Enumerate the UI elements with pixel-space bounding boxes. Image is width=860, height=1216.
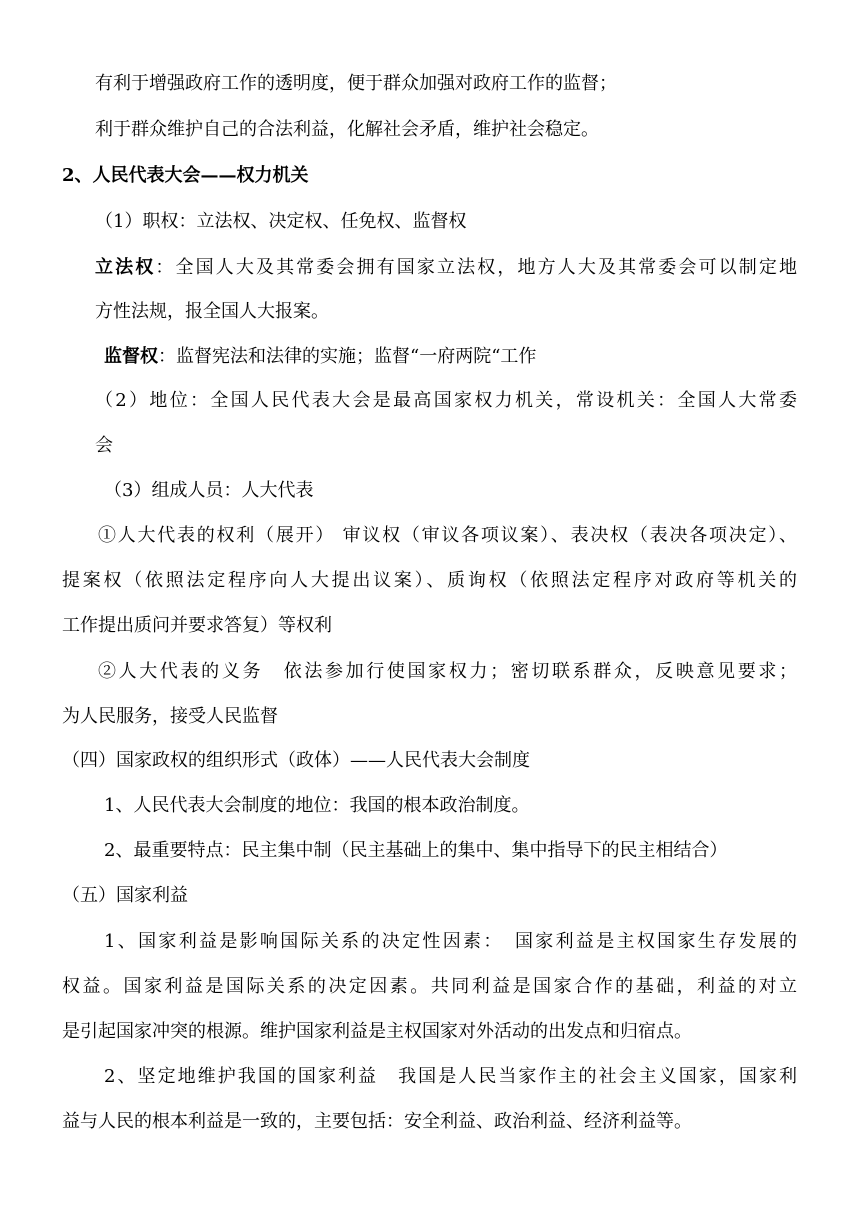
- text-line: 益与人民的根本利益是一致的，主要包括：安全利益、政治利益、经济利益等。: [62, 1111, 692, 1132]
- text-line: ①人大代表的权利（展开） 审议权（审议各项议案）、表决权（表决各项决定）、: [98, 525, 797, 546]
- text-line: [104, 344, 536, 370]
- text-line: 提案权（依照法定程序向人大提出议案）、质询权（依照法定程序对政府等机关的: [62, 570, 797, 591]
- text-line: [95, 255, 797, 281]
- section-heading: 2、人民代表大会——权力机关: [62, 165, 309, 186]
- text-line: 权益。国家利益是国际关系的决定因素。共同利益是国家合作的基础，利益的对立: [62, 976, 797, 997]
- text-line: 有利于增强政府工作的透明度，便于群众加强对政府工作的监督；: [95, 73, 617, 94]
- text-line: 1、人民代表大会制度的地位：我国的根本政治制度。: [104, 795, 530, 816]
- text-line: ②人大代表的义务 依法参加行使国家权力；密切联系群众，反映意见要求；: [98, 661, 797, 682]
- term-definition: ：监督宪法和法律的实施；监督“一府两院“工作: [158, 346, 537, 367]
- text-line: 工作提出质问并要求答复）等权利: [62, 615, 332, 636]
- text-line: 为人民服务，接受人民监督: [62, 706, 278, 727]
- term-label: 立法权: [95, 257, 156, 278]
- text-line: （3）组成人员：人大代表: [104, 480, 314, 501]
- text-line: 2、坚定地维护我国的国家利益 我国是人民当家作主的社会主义国家，国家利: [104, 1066, 797, 1087]
- text-line: 会: [95, 435, 113, 456]
- text-line: （1）职权：立法权、决定权、任免权、监督权: [95, 211, 467, 232]
- text-line: （2）地位：全国人民代表大会是最高国家权力机关，常设机关：全国人大常委: [95, 390, 797, 411]
- text-line: 是引起国家冲突的根源。维护国家利益是主权国家对外活动的出发点和归宿点。: [62, 1021, 692, 1042]
- term-definition: ：全国人大及其常委会拥有国家立法权，地方人大及其常委会可以制定地: [155, 257, 798, 278]
- text-line: （五）国家利益: [62, 885, 188, 906]
- text-line: 2、最重要特点：民主集中制（民主基础上的集中、集中指导下的民主相结合）: [104, 840, 728, 861]
- term-label: 监督权: [104, 346, 158, 367]
- text-line: 利于群众维护自己的合法利益，化解社会矛盾，维护社会稳定。: [95, 119, 599, 140]
- text-line: 方性法规，报全国人大报案。: [95, 301, 329, 322]
- text-line: （四）国家政权的组织形式（政体）——人民代表大会制度: [62, 750, 530, 771]
- text-line: 1、国家利益是影响国际关系的决定性因素： 国家利益是主权国家生存发展的: [104, 931, 797, 952]
